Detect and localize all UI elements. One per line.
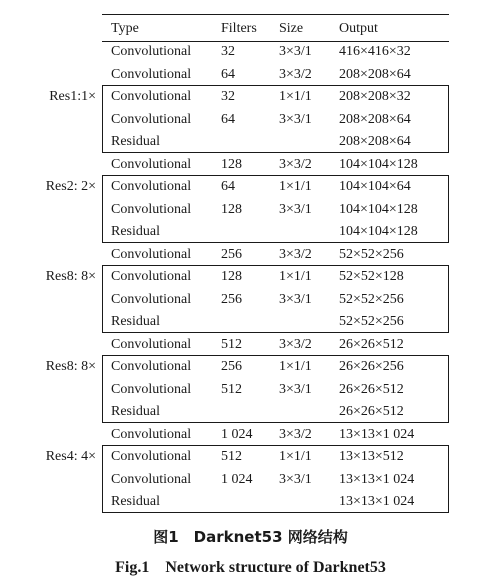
cell-filters: 128 [221,269,242,284]
residual-group-label: Res4: 4× [45,449,96,464]
header-size: Size [279,21,304,36]
header-filters: Filters [221,21,257,36]
table-top-rule [102,14,449,15]
cell-type: Convolutional [111,427,192,442]
cell-filters: 512 [221,382,242,397]
figure-caption-chinese: 图1 Darknet53 网络结构 [153,528,348,546]
cell-output: 26×26×512 [339,404,404,419]
cell-filters: 1 024 [221,472,253,487]
cell-type: Convolutional [111,449,192,464]
cell-type: Convolutional [111,67,192,82]
cell-size: 3×3/1 [279,44,312,59]
cell-size: 1×1/1 [279,449,312,464]
residual-group-label: Res1:1× [49,89,96,104]
cell-type: Convolutional [111,247,192,262]
cell-output: 104×104×128 [339,202,418,217]
cell-type: Convolutional [111,89,192,104]
cell-output: 26×26×256 [339,359,404,374]
cell-type: Residual [111,314,160,329]
cell-output: 52×52×128 [339,269,404,284]
cell-filters: 512 [221,449,242,464]
cell-output: 208×208×64 [339,67,411,82]
residual-group-label: Res8: 8× [45,269,96,284]
cell-type: Residual [111,134,160,149]
cell-size: 1×1/1 [279,359,312,374]
cell-type: Convolutional [111,269,192,284]
cell-size: 3×3/1 [279,382,312,397]
cell-output: 13×13×1 024 [339,427,415,442]
cell-size: 3×3/1 [279,112,312,127]
cell-filters: 128 [221,157,242,172]
cell-output: 26×26×512 [339,382,404,397]
cell-filters: 32 [221,44,235,59]
cell-type: Convolutional [111,337,192,352]
cell-output: 208×208×64 [339,134,411,149]
cell-output: 104×104×64 [339,179,411,194]
cell-output: 104×104×128 [339,224,418,239]
cell-type: Convolutional [111,202,192,217]
cell-filters: 1 024 [221,427,253,442]
cell-type: Convolutional [111,359,192,374]
cell-filters: 512 [221,337,242,352]
cell-type: Convolutional [111,179,192,194]
cell-filters: 64 [221,112,235,127]
cell-size: 3×3/2 [279,337,312,352]
header-output: Output [339,21,378,36]
cell-type: Convolutional [111,472,192,487]
cell-filters: 64 [221,179,235,194]
cell-output: 52×52×256 [339,247,404,262]
cell-output: 26×26×512 [339,337,404,352]
cell-type: Residual [111,404,160,419]
cell-size: 1×1/1 [279,179,312,194]
cell-filters: 128 [221,202,242,217]
cell-type: Convolutional [111,292,192,307]
cell-output: 208×208×64 [339,112,411,127]
cell-size: 1×1/1 [279,269,312,284]
cell-size: 3×3/2 [279,67,312,82]
cell-filters: 256 [221,359,242,374]
cell-output: 104×104×128 [339,157,418,172]
cell-type: Convolutional [111,382,192,397]
cell-filters: 32 [221,89,235,104]
cell-output: 52×52×256 [339,314,404,329]
cell-type: Residual [111,224,160,239]
cell-output: 416×416×32 [339,44,411,59]
cell-filters: 256 [221,247,242,262]
cell-output: 13×13×512 [339,449,404,464]
residual-group-label: Res2: 2× [45,179,96,194]
cell-output: 13×13×1 024 [339,494,415,509]
cell-type: Convolutional [111,157,192,172]
cell-type: Residual [111,494,160,509]
cell-size: 3×3/1 [279,202,312,217]
cell-type: Convolutional [111,112,192,127]
figure-caption-english: Fig.1 Network structure of Darknet53 [115,559,386,576]
residual-group-label: Res8: 8× [45,359,96,374]
cell-output: 208×208×32 [339,89,411,104]
cell-size: 3×3/1 [279,472,312,487]
cell-type: Convolutional [111,44,192,59]
cell-output: 52×52×256 [339,292,404,307]
cell-size: 3×3/1 [279,292,312,307]
cell-output: 13×13×1 024 [339,472,415,487]
cell-size: 3×3/2 [279,247,312,262]
cell-size: 3×3/2 [279,427,312,442]
cell-filters: 64 [221,67,235,82]
cell-size: 3×3/2 [279,157,312,172]
header-type: Type [111,21,139,36]
cell-size: 1×1/1 [279,89,312,104]
cell-filters: 256 [221,292,242,307]
